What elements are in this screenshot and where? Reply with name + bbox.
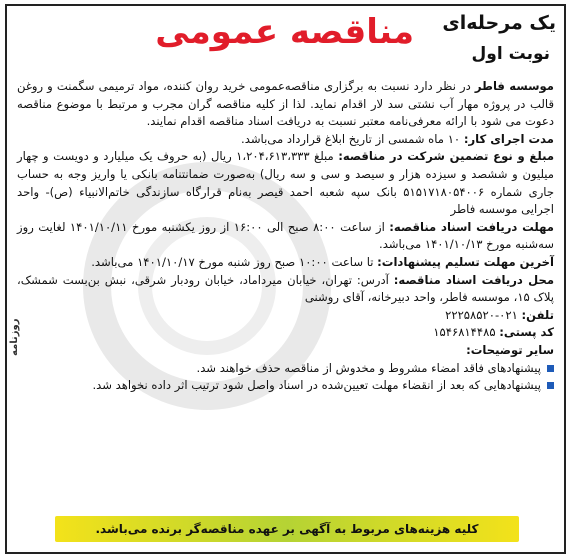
subtitle-round: نوبت اول <box>471 44 550 64</box>
tender-ad <box>5 4 566 554</box>
guarantee-paragraph <box>17 148 554 218</box>
org-name: موسسه فاطر <box>474 79 554 93</box>
guarantee-value: مبلغ ۱،۲۰۴،۶۱۳،۳۳۳ ریال (به حروف یک میلیارد و دویست و چهار میلیون و ششصد و سیزده هزار و سیصد و سی و سه ریال) به‌صورت ضمانتنامه بانکی یا واریز وجه به حساب جاری شماره ۵۱۵۱۷۱۸۰۵۴۰۰۶ بانک سپه شعبه احمد قیصر به‌نام قرارگاه سازندگی خاتم‌الانبیاء (ص)- واحد اجرایی موسسه فاطر <box>17 149 554 217</box>
subtitle-stage: یک مرحله‌ای <box>442 12 556 34</box>
postal-label: کد پستی: <box>499 325 554 340</box>
guarantee-label: مبلغ و نوع تضمین شرکت در مناقصه: <box>338 149 554 164</box>
phone-label: تلفن: <box>521 307 554 322</box>
intro-paragraph <box>17 78 554 131</box>
side-text: روزنامه <box>9 318 20 356</box>
duration-value: ۱۰ ماه شمسی از تاریخ ابلاغ قرارداد می‌باشد. <box>241 131 464 146</box>
submit-deadline-value: تا ساعت ۱۰:۰۰ صبح روز شنبه مورخ ۱۴۰۱/۱۰/۱۷ می‌باشد. <box>91 254 378 269</box>
bullet-square-icon <box>547 365 554 372</box>
notes-heading <box>17 342 554 360</box>
docs-deadline-value: از ساعت ۸:۰۰ صبح الی ۱۶:۰۰ از روز یکشنبه مورخ ۱۴۰۱/۱۰/۱۱ لغایت روز سه‌شنبه مورخ ۱۴۰۱/۱۰/۱۳ می‌باشد. <box>17 219 554 252</box>
duration-label: مدت اجرای کار: <box>463 131 554 146</box>
docs-deadline-label: مهلت دریافت اسناد مناقصه: <box>389 219 554 234</box>
list-item <box>17 377 554 395</box>
note-text: پیشنهادهایی که بعد از انقضاء مهلت تعیین‌شده در اسناد واصل شود ترتیب اثر داده نخواهد شد. <box>92 378 541 393</box>
postal-line <box>17 324 554 342</box>
footer-text: کلیه هزینه‌های مربوط به آگهی بر عهده مناقصه‌گر برنده می‌باشد. <box>95 522 479 536</box>
notes-label: سایر توضیحات: <box>466 342 554 357</box>
intro-text: در نظر دارد نسبت به برگزاری مناقصه‌عمومی خرید روان کننده، مواد ترمیمی سگمنت و روغن قالب در پروژه مهار آب نشتی سد لار اقدام نماید. لذا از کلیه مناقصه گران مجرب و مرتبط با موضوع مناقصه دعوت می شود با ارائه معرفی‌نامه معتبر نسبت به دریافت اسناد مناقصه اقدام نمایند. <box>17 79 554 129</box>
list-item <box>17 360 554 378</box>
phone-line <box>17 307 554 325</box>
note-text: پیشنهادهای فاقد امضاء مشروط و مخدوش از مناقصه حذف خواهند شد. <box>196 360 541 375</box>
submit-deadline-label: آخرین مهلت تسلیم پیشنهادات: <box>377 254 554 269</box>
ad-body <box>7 78 564 395</box>
ad-title: مناقصه عمومی <box>155 12 414 52</box>
location-paragraph <box>17 272 554 307</box>
phone-value: ۰۲۱-۲۲۲۵۸۵۲۰ <box>445 307 522 322</box>
docs-deadline-paragraph <box>17 219 554 254</box>
header <box>7 6 564 78</box>
bullet-square-icon <box>547 382 554 389</box>
footer-banner <box>55 516 519 542</box>
postal-value: ۱۵۴۶۸۱۴۴۸۵ <box>433 325 500 340</box>
location-label: محل دریافت اسناد مناقصه: <box>393 272 555 287</box>
duration-line <box>17 131 554 149</box>
location-value: آدرس: تهران، خیابان میرداماد، خیابان رودبار شرقی، نبش بن‌بست شمشک، پلاک ۱۵، موسسه فاطر، واحد دبیرخانه، آقای روشنی <box>17 272 554 305</box>
submit-deadline-line <box>17 254 554 272</box>
